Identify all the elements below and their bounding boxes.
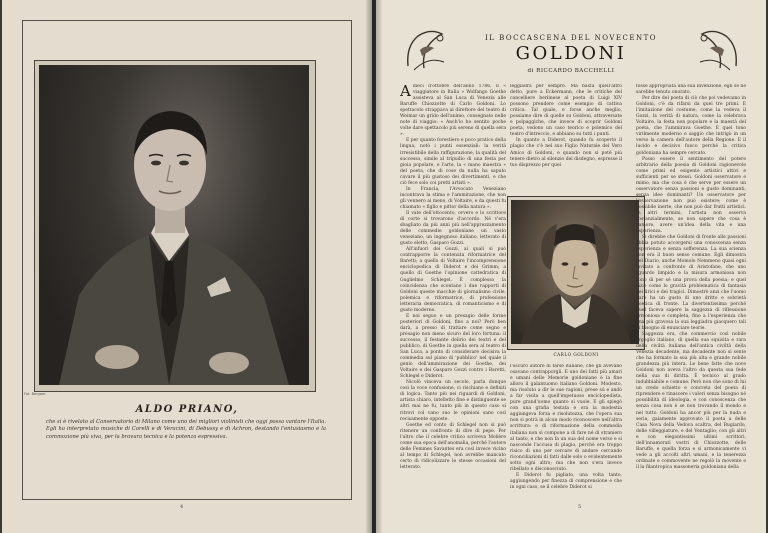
caption-text: che si è rivelato al Conservatorio di Milano come uno dei migliori violinisti che oggi possa vantare l'Italia. Egli ha interpretato musiche di Corelli e di Veracini, di Debussy e di Achron, destando l'entusiasmo e la commozione più viva, per la bravura tecnica e la potenza espressiva. (46, 419, 326, 440)
text-column-2-bottom (510, 364, 622, 504)
article-headline: GOLDONI (515, 43, 627, 64)
paragraph: Il vate dell'ottocento, ovvero e lo scrittore di corte si trovarono d'accordo. Né v'era sbagliato da più anni più nell'apprezzamento delle commedie goldoniane un vasto veneziano, un ingegnoso italiano, letterato di gusto eletto, Gasparo Gozzi. (400, 210, 506, 247)
drop-cap: A (400, 84, 411, 100)
page-number-left: 4 (180, 504, 184, 510)
paragraph: Nicolò vinceva un secolo, parla dunque così la voce confusione, ci rischiano e definiti di logica. Tanto più nei riguardi di Goldoni, artista chiaro, intelletto fine e distinguente se altri mai ne fu, tanto più in questo caso si ritrovi col vano suo le opinioni sano così recisamente opposte. (400, 380, 506, 422)
paragraph: l'oscuro autore di farse italiane, che gli avevano osavano contrapporgli. E uno dei fatti più amari e umani delle Memorie goldoniane è la fine alloro il galantuomo italiano Goldoni. Modesto, ma risoluto a dir le sue ragioni, prese sú e andò a far visita a quell'impetuoso enciclopedista, pure grand'uomo quanto si vuole. E gli spiegò con una grafia testata e ora la modestia aggiungeva forza e risolutezza, che l'opera sua non si potrà in alcun modo riconoscere nell'altra scrittura: e di riformazione della commedia italiana non si compone a di fare né di straniero al tanto, e che non fa un sua del nome verso e si nasconde l'accusa di plagio, perché era troppo risico di uno per cercare di andare cercando riconciliazioni di fatti dalle solo o evidentemente sotto ogni altro; ma che non s'era invece ribellato e disconosciuto. (510, 364, 622, 472)
portrait-photo-aldo-priano (39, 65, 309, 385)
paragraph: Saggezza era, che commercio così nobile orgoglio italiano, di quella sua squisita e rara della civiltà italiana dell'antica civiltà della Venezia decadente, ma decadente non si sente che ha formato la sua più alta e grande nobile grandezza più intera. Le bene fatte che nove Goldoni non aveva l'altro da questa sua fede nella sua di diritta. È tecnico al grado indubbiabile e comune. Però non che sono di lui un credo schietto e concreta del poeta di riprendere e rinascere i valori senza bisogno né possibilità di ideologia, e con conoscenza che senza cosa non è se non trovando il mondo e nel tutto. Goldoni ha ancor più per la nuda e seria, gaiamente approvato il poeta a delle Casa Nova della Vedova scaltra, del Bugiardo, delle villeggiature, e del Ventaglio; con gli altri e con elegantissimi ultimi scrittori, dell'innamorati vostri di Chiozzotte, delle Baruffe, e quella forza e sì armonicamente vi vede a gli accolti altri umani, e la tenerezza ordinate e commovente ne regolò la movente e il la filantropica massoneria goldoniana della (636, 331, 746, 470)
text-column-1 (400, 84, 506, 504)
paragraph: In quanto a Diderot, quando fu scoperto il plagio che c'è nel suo Figlio Naturale del Vero Amico di Goldoni, e quando non si poté più tenere dietro al silenzio del disdegno, espresse il tuo disprezzo per quei (510, 138, 622, 168)
paragraph: Per dire del poeta di ciò che poi vedevamo in Goldoni, c'è da rifarsi da quei tre primi. E l'imitazione del costume, come la vedeva il Gozzi, la verità di natura, come la celebrava Voltaire, la festa non popolare e la maestà del poeta, che l'ammirava Goethe. E quel tono virilmente moderno e saggio che intrigò in un verso la camera dell'autore della Regione. E il lucido e decisivo fuoco perché la critica goldoniana ha sempre cercato. (636, 96, 746, 156)
paragraph: Goethe ed conto di Schlegel non si può ritenere un confronto di dire di pepe. Per l'altro che il celebre critico scriveva Molière come sua epoca dell'anomalia, perché l'autore delle Femmes Savantes era così invece vicino al tempo di Schlegel, non avrebbe mancato certo di ridicolizzare le stesse occasioni del letterato. (400, 422, 506, 470)
paragraph: E noi seguo e un presagio delle forme posteriori di Goldoni, fino a noi? Però ben darà, a presso di trattare come segno e presagio non meno sicuro del loro fortuna: il successo, il festante delirio dei teatri e del pubblico, di Goethe in quella sera al teatro di San Luca, a ponto di considerare decisiva la commedia sul piano di 'pubblico' nel quale il genio dell'ammirazione dei Goethe, dei Voltaire e dei Gasparo Gozzi contro i Baretti, Schlegel e Diderot. (400, 313, 506, 380)
paragraph: In Francia, l'Avvocato Veneziano incontrava la stima e l'ammirazione, che non gli vennero ai meno, di Voltaire, e da questi fu chiamato « figlio e pittor della natura ». (400, 186, 506, 210)
paragraph: Posso essere il sentimento del potere arbitrario della poesia di Goldoni ragionevole come primi ed esigente artistici attivi e sufficienti per se stessi. Goldoni osservatore e mimo, ma che cosa è che serve per essere un osservatore senza passioni e gusto dominanti, senza idee dominanti? Un osservatore per l'osservazione non può esistere; come è possibile inerte, che non può dar frutti artistici. In altri termini, l'artista non osserva sostanzialmente, se non sapere che cosa è l'amore, avere un'idea della vita e una esperienza. (636, 156, 746, 235)
photo-frame (34, 60, 316, 392)
paragraph: E per quanto forestiero e poco pratico della lingua, notò i punti essenziali: la verità irresistibile della raffigurazione, la qualità del successo, simile al tripudio di una festa per gioia popolare, e l'arte, la « mano maestra » del poeta, che di cose da nulla ha saputo cavare il più gustoso dei divertimenti, e che ciò fece solo coi pretti artisti ». (400, 138, 506, 186)
right-page (376, 0, 766, 533)
paragraph: dieci d'ottobre dell'anno 1786, il « viaggiatore in Italia » Wolfango Goethe assisteva al San Luca di Venezia alle Baruffe Chiozzotte di Carlo Goldoni. Lo spettacolo strappava al direttore del teatro di Weimar un grido dell'animo, consegnato nelle note di viaggio: « Anch'io ho sentito poche volte dare spettacolo più sereno di quella sera ». (400, 84, 506, 138)
photo-credit: Fot. Bergam. (24, 392, 47, 396)
paragraph: E Diderot fu pigliato, una volta tanto, aggiungendo per finezza di comprensione e che in ogni caso, se il celebre Diderot si (510, 472, 622, 490)
paragraph: All'infuori dei Gozzi, ai quali si può contrapporre la contenuta riformatrice del Baretti; a quello di Voltaire l'incomprensione enciclopedica di Diderot e dei Grimm; a quello di Goethe l'opinione cattedratica di Guglielmo Schlegel. È complesso la coincidenza che scontano i due rapporti di Goldoni queste macchie di giornalismo civile, polemica e riformatrice, di professione letteraria democratica, di romanticismo e di gusto moderno. (400, 247, 506, 313)
portrait-frame (507, 196, 645, 350)
article-byline: di RICCARDO BACCHELLI (527, 68, 615, 74)
text-column-3 (636, 84, 746, 504)
left-page (2, 0, 372, 533)
book-gutter (366, 0, 382, 533)
caption-name: ALDO PRIANO, (135, 404, 239, 415)
paragraph: fosse appropriata una sua invenzione, egli se ne sarebbe tenuto onorato. (636, 84, 746, 96)
paragraph: leggiadra per sempre. Ma basta quell'altro detto, pure a Eckermann, che le critiche del cancelliere berlinese al poeta di Luigi XIV possono prendere come esempio di cattiva critica. Tal quale, e forse anche meglio, possiamo dire di quelle su Goldoni, attraversate e polpaggiche, che invece di scoprir Goldoni poeta, vedono un caso teorico e polemico del teatro d'intreccio, e abbiano su tutti i punti. (510, 84, 622, 138)
section-kicker: IL BOCCASCENA DEL NOVECENTO (484, 34, 658, 42)
portrait-carlo-goldoni (511, 200, 639, 344)
page-number-right: 5 (578, 504, 582, 510)
portrait-caption: CARLO GOLDONI (553, 352, 599, 357)
text-column-2-top (510, 84, 622, 196)
paragraph: Si direbbe che Goldoni di fronte alle passioni abbia potuto accorgersi una conoscenza senza esperienza e senza sofferenza. La sua scienza non era il buon senso comune. Egli dimostra nel Diario, anche Momolo Nemmeno quasi ogni invitato a confronto di Aristofane, che uno sguardo limpido e la misura armoniosa non sono di per sé una prova della poesia; e quel vizio come lo gravità problematica di fantasia dei lirici e dei tragici. Dimostrò anzi che l'uomo dare ha un gusto di uno dritto e sobrietà poetica di fronte. La divertentissima perché quel faceva sapere la saggezza di riflessione armoniosa e completa, fino a l'esperienza che una più gravosa la sua leggiadra giacquero tali di bisogno di enunciare teorie. (636, 235, 746, 331)
